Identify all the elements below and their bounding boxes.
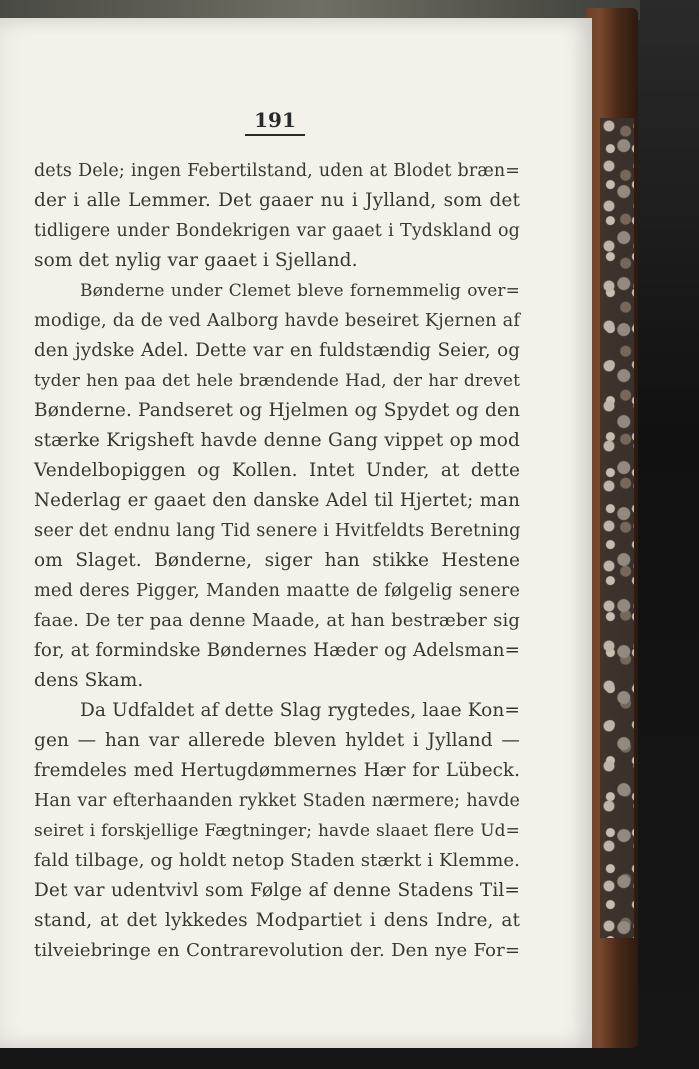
text-line: som det nylig var gaaet i Sjelland.	[34, 250, 358, 271]
text-line: tyder hen paa det hele brændende Had, der har drevet	[34, 371, 520, 391]
text-line: Nederlag er gaaet den danske Adel til Hjertet; man	[34, 490, 520, 511]
text-line: seer det endnu lang Tid senere i Hvitfeldts Beretning	[34, 521, 521, 541]
text-line: for, at formindske Bøndernes Hæder og Adelsman=	[34, 640, 520, 661]
text-line: dets Dele; ingen Febertilstand, uden at Blodet bræn=	[34, 161, 520, 181]
text-line: Bønderne under Clemet bleve fornemmelig over=	[80, 281, 520, 301]
text-line: gen — han var allerede bleven hyldet i Jylland —	[34, 730, 520, 751]
text-line: der i alle Lemmer. Det gaaer nu i Jylland, som det	[34, 190, 520, 211]
text-line: Vendelbopiggen og Kollen. Intet Under, at dette	[34, 460, 520, 481]
text-line: fald tilbage, og holdt netop Staden stærkt i Klemme.	[34, 850, 521, 871]
page-text	[34, 156, 520, 966]
text-line: med deres Pigger, Manden maatte de følgelig senere	[34, 581, 520, 601]
book-top-edge	[0, 0, 640, 20]
text-line: Da Udfaldet af dette Slag rygtedes, laae Kon=	[80, 700, 520, 721]
page-number: 191	[245, 108, 305, 136]
book-page	[0, 18, 592, 1048]
text-line: tidligere under Bondekrigen var gaaet i Tydskland og	[34, 221, 520, 241]
text-line: Han var efterhaanden rykket Staden nærmere; havde	[34, 791, 520, 811]
text-line: Bønderne. Pandseret og Hjelmen og Spydet og den	[34, 400, 520, 421]
text-line: modige, da de ved Aalborg havde beseiret Kjernen af	[34, 311, 520, 331]
text-line: tilveiebringe en Contrarevolution der. Den nye For=	[34, 940, 520, 961]
text-line: faae. De ter paa denne Maade, at han bestræber sig	[34, 610, 520, 631]
text-line: fremdeles med Hertugdømmernes Hær for Lübeck.	[34, 760, 520, 781]
marbled-page-edges	[600, 118, 634, 938]
text-line: om Slaget. Bønderne, siger han stikke Hestene	[34, 550, 520, 571]
text-line: Det var udentvivl som Følge af denne Stadens Til=	[34, 880, 520, 901]
text-line: dens Skam.	[34, 670, 144, 691]
text-line: seiret i forskjellige Fægtninger; havde slaaet flere Ud=	[34, 821, 520, 841]
text-line: stærke Krigsheft havde denne Gang vippet op mod	[34, 430, 520, 451]
text-line: stand, at det lykkedes Modpartiet i dens Indre, at	[34, 910, 520, 931]
text-line: den jydske Adel. Dette var en fuldstændig Seier, og	[34, 340, 520, 361]
